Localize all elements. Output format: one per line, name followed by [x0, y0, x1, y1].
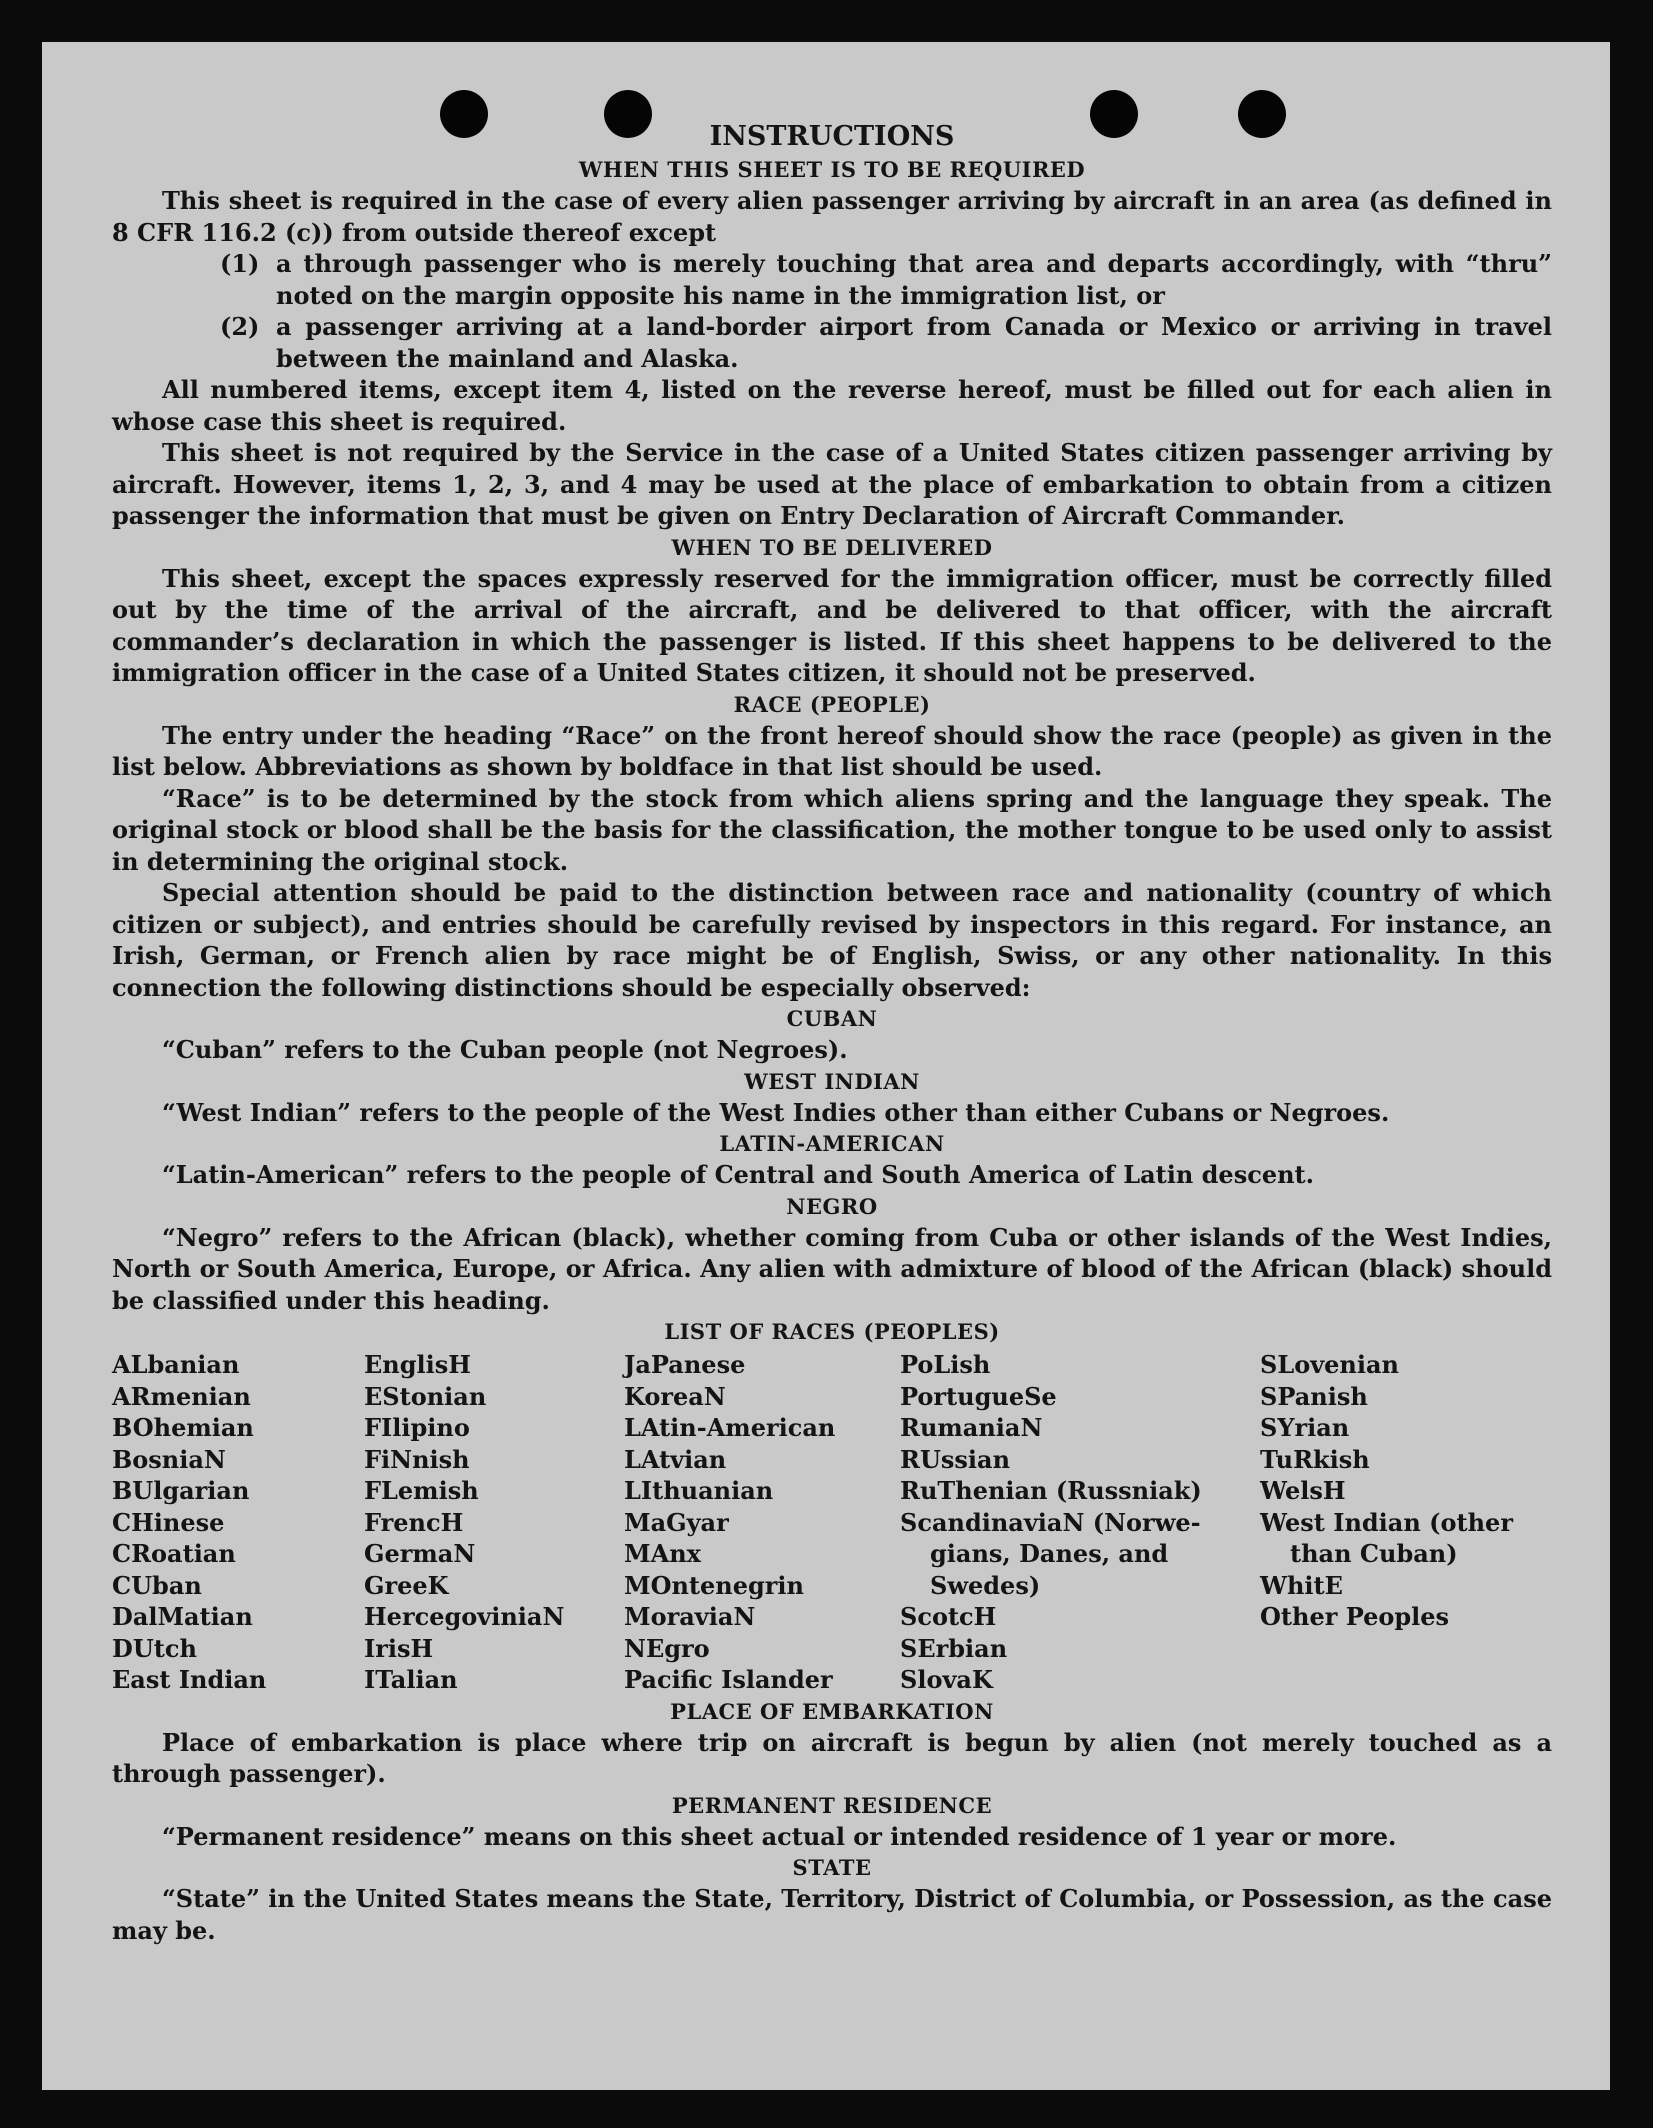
- race-entry: JaPanese: [624, 1350, 746, 1379]
- race-entry: ScotcH: [900, 1602, 997, 1631]
- race-entry: CUban: [112, 1570, 202, 1600]
- page-title: INSTRUCTIONS: [709, 121, 955, 152]
- section-heading-races-list: LIST OF RACES (PEOPLES): [664, 1319, 1000, 1344]
- exception-item: [220, 248, 1552, 311]
- instruction-sheet: [42, 42, 1610, 2090]
- race-entry: SYrian: [1260, 1413, 1350, 1442]
- race-entry: SPanish: [1260, 1381, 1368, 1411]
- race-entry: RumaniaN: [900, 1413, 1043, 1442]
- race-entry: DUtch: [112, 1633, 197, 1663]
- race-entry: BUlgarian: [112, 1476, 250, 1505]
- exception-number: (2): [220, 312, 260, 341]
- section-heading-west-indian: WEST INDIAN: [744, 1068, 920, 1094]
- race-entry: SLovenian: [1260, 1350, 1399, 1379]
- race-entry: LAtin-American: [624, 1413, 836, 1442]
- section-heading-negro: NEGRO: [786, 1193, 878, 1219]
- latin-american-definition: “Latin-American” refers to the people of Central and South America of Latin descent.: [162, 1160, 1314, 1189]
- race-entry: MaGyar: [624, 1507, 729, 1537]
- required-citizen-note: This sheet is not required by the Service in the case of a United States citizen passenger arriving by aircraft. However, items 1, 2, 3, and 4 may be used at the place of embarkation to obtain from a citizen passenger the information that must be given on Entry Declaration of Aircraft Commander.: [112, 438, 1552, 530]
- races-column: [1260, 1349, 1552, 1696]
- race-entry: MAnx: [624, 1539, 701, 1568]
- race-entry: MoraviaN: [624, 1602, 756, 1631]
- race-entry: IrisH: [364, 1633, 434, 1663]
- races-column: [112, 1349, 364, 1696]
- race-entry: BosniaN: [112, 1444, 226, 1474]
- race-entry: FrencH: [364, 1507, 464, 1537]
- delivered-text: This sheet, except the spaces expressly reserved for the immigration officer, must be correctly filled out by the time of the arrival of the aircraft, and be delivered to that officer, with the aircraft commander’s declaration in which the passenger is listed. If this sheet happens to be delivered to the immigration officer in the case of a United States citizen, it should not be preserved.: [112, 563, 1552, 687]
- instructions-content: [112, 120, 1552, 1946]
- race-entry: PortugueSe: [900, 1381, 1057, 1411]
- race-entry: FIlipino: [364, 1413, 470, 1442]
- race-entry: KoreaN: [624, 1381, 726, 1411]
- race-entry: PoLish: [900, 1350, 991, 1379]
- race-entry: MOntenegrin: [624, 1570, 804, 1600]
- race-paragraph: Special attention should be paid to the distinction between race and nationality (country of which citizen or subject), and entries should be carefully revised by inspectors in this regard. For instance, an Irish, German, or French alien by race might be of English, Swiss, or any other nationality. In this connection the following distinctions should be especially observed:: [112, 878, 1552, 1002]
- race-entry: Swedes): [930, 1570, 1041, 1600]
- section-heading-delivered: WHEN TO BE DELIVERED: [671, 534, 993, 560]
- embarkation-text: Place of embarkation is place where trip on aircraft is begun by alien (not merely touched as a through passenger).: [112, 1727, 1552, 1788]
- race-entry: LAtvian: [624, 1444, 727, 1474]
- race-entry: Other Peoples: [1260, 1602, 1450, 1631]
- section-heading-cuban: CUBAN: [786, 1006, 878, 1031]
- race-entry: WelsH: [1260, 1476, 1346, 1505]
- race-entry: ITalian: [364, 1665, 458, 1694]
- race-paragraph: The entry under the heading “Race” on the front hereof should show the race (people) as given in the list below. Abbreviations as shown by boldface in that list should be used.: [112, 720, 1552, 781]
- race-entry: EStonian: [364, 1381, 487, 1411]
- race-entry: ARmenian: [112, 1381, 251, 1411]
- residence-text: “Permanent residence” means on this sheet actual or intended residence of 1 year or more.: [162, 1821, 1397, 1851]
- race-entry: DalMatian: [112, 1602, 253, 1631]
- race-entry: gians, Danes, and: [930, 1539, 1169, 1568]
- race-entry: RUssian: [900, 1444, 1011, 1474]
- negro-definition: “Negro” refers to the African (black), whether coming from Cuba or other islands of the West Indies, North or South America, Europe, or Africa. Any alien with admixture of blood of the African (black) should be classified under this heading.: [112, 1222, 1552, 1315]
- race-entry: SlovaK: [900, 1665, 993, 1694]
- races-list: [112, 1349, 1552, 1696]
- race-entry: SErbian: [900, 1633, 1008, 1663]
- races-column: [900, 1349, 1260, 1696]
- race-entry: FiNnish: [364, 1444, 470, 1474]
- races-column: [624, 1349, 900, 1696]
- section-heading-residence: PERMANENT RESIDENCE: [671, 1792, 993, 1818]
- exception-number: (1): [220, 249, 260, 278]
- section-heading-state: STATE: [792, 1855, 872, 1880]
- section-heading-latin-american: LATIN-AMERICAN: [719, 1131, 945, 1156]
- race-entry: GreeK: [364, 1570, 449, 1600]
- race-entry: than Cuban): [1290, 1539, 1458, 1568]
- race-entry: East Indian: [112, 1665, 267, 1694]
- race-paragraph: “Race” is to be determined by the stock from which aliens spring and the language they speak. The original stock or blood shall be the basis for the classification, the mother tongue to be used only to assist in determining the original stock.: [112, 783, 1552, 876]
- race-entry: EnglisH: [364, 1350, 471, 1379]
- required-intro: This sheet is required in the case of every alien passenger arriving by aircraft in an area (as defined in 8 CFR 116.2 (c)) from outside thereof except: [112, 186, 1552, 247]
- races-column: [364, 1349, 624, 1696]
- state-text: “State” in the United States means the State, Territory, District of Columbia, or Possession, as the case may be.: [112, 1884, 1552, 1945]
- section-heading-required: WHEN THIS SHEET IS TO BE REQUIRED: [578, 157, 1086, 182]
- race-entry: Pacific Islander: [624, 1665, 833, 1694]
- section-heading-embarkation: PLACE OF EMBARKATION: [670, 1698, 994, 1724]
- exception-text: a passenger arriving at a land-border airport from Canada or Mexico or arriving in travel between the mainland and Alaska.: [276, 312, 1552, 373]
- race-entry: FLemish: [364, 1476, 479, 1505]
- race-entry: GermaN: [364, 1539, 476, 1568]
- race-entry: BOhemian: [112, 1413, 254, 1442]
- cuban-definition: “Cuban” refers to the Cuban people (not Negroes).: [162, 1035, 848, 1064]
- race-entry: LIthuanian: [624, 1476, 774, 1505]
- west-indian-definition: “West Indian” refers to the people of the West Indies other than either Cubans or Negroes.: [162, 1097, 1390, 1127]
- race-entry: WhitE: [1260, 1570, 1343, 1600]
- race-entry: TuRkish: [1260, 1444, 1370, 1474]
- required-numbered-items: All numbered items, except item 4, listed on the reverse hereof, must be filled out for each alien in whose case this sheet is required.: [112, 375, 1552, 436]
- race-entry: ALbanian: [112, 1350, 240, 1379]
- race-entry: CRoatian: [112, 1539, 236, 1568]
- exception-item: [220, 311, 1552, 374]
- exception-text: a through passenger who is merely touching that area and departs accordingly, with “thru” noted on the margin opposite his name in the immigration list, or: [276, 249, 1552, 310]
- race-entry: HercegoviniaN: [364, 1602, 565, 1631]
- race-entry: West Indian (other: [1260, 1507, 1513, 1537]
- section-heading-race: RACE (PEOPLE): [733, 691, 931, 717]
- race-entry: ScandinaviaN (Norwe-: [900, 1507, 1201, 1537]
- race-entry: NEgro: [624, 1633, 710, 1663]
- race-entry: CHinese: [112, 1507, 225, 1537]
- race-entry: RuThenian (Russniak): [900, 1476, 1202, 1505]
